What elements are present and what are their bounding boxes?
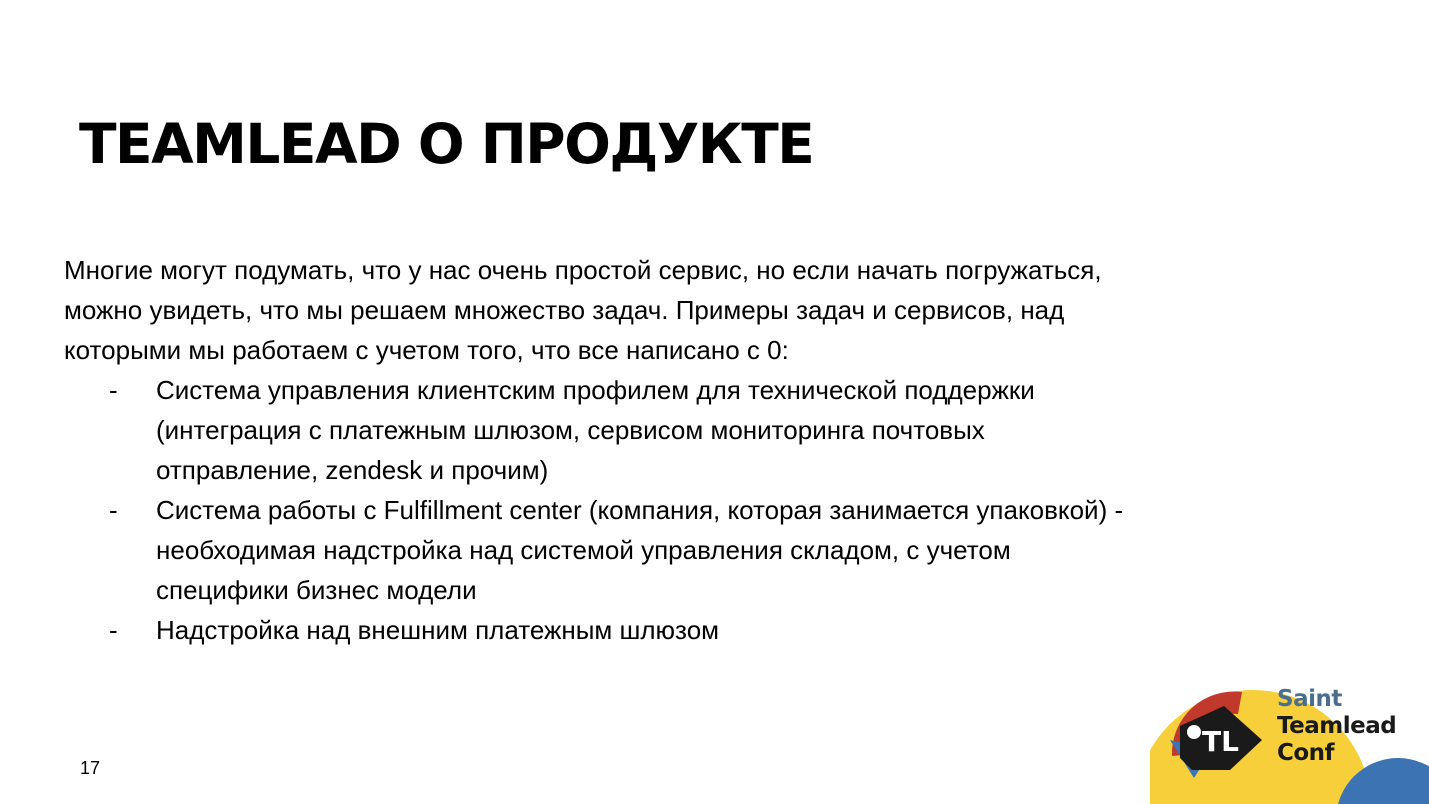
logo-line-conf: Conf (1277, 740, 1335, 766)
intro-line: можно увидеть, что мы решаем множество задач. Примеры задач и сервисов, над (64, 295, 1065, 325)
bullet-dash: - (109, 495, 118, 525)
bullet-item (64, 490, 1284, 610)
logo-text (1277, 686, 1396, 767)
bullet-line: Надстройка над внешним платежным шлюзом (156, 615, 720, 645)
bullet-line: отправление, zendesk и прочим) (156, 455, 549, 485)
slide-body (64, 250, 1284, 650)
page-number: 17 (80, 758, 101, 778)
intro-line: Многие могут подумать, что у нас очень простой сервис, но если начать погружаться, (64, 255, 1102, 285)
logo-line-teamlead: Teamlead (1277, 713, 1397, 739)
bullet-dash: - (109, 375, 118, 405)
intro-line: которыми мы работаем с учетом того, что все написано с 0: (64, 335, 789, 365)
bullet-item (64, 370, 1284, 490)
logo-line-saint: Saint (1277, 686, 1342, 712)
bullet-dash: - (109, 615, 118, 645)
slide-title: TEAMLEAD О ПРОДУКТЕ (79, 112, 814, 176)
bullet-line: Система работы с Fulfillment center (компания, которая занимается упаковкой) - (156, 495, 1124, 525)
intro-paragraph (64, 250, 1284, 370)
logo-white-dot (1187, 725, 1201, 739)
conference-logo (1150, 680, 1429, 804)
bullet-line: специфики бизнес модели (156, 575, 477, 605)
bullet-line: необходимая надстройка над системой управления складом, с учетом (156, 535, 1011, 565)
bullet-item (64, 610, 1284, 650)
bullet-line: (интеграция с платежным шлюзом, сервисом мониторинга почтовых (156, 415, 985, 445)
logo-badge-text: TL (1202, 725, 1239, 758)
bullet-line: Система управления клиентским профилем для технической поддержки (156, 375, 1035, 405)
bullet-list (64, 370, 1284, 650)
